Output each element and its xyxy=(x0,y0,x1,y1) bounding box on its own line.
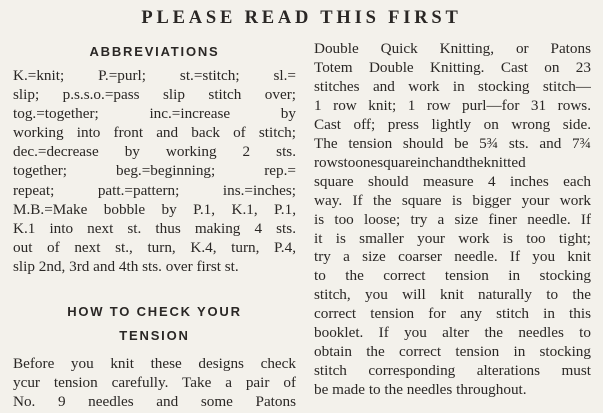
tension-line: correct tension for any stitch in this xyxy=(314,305,591,323)
abbreviations-text xyxy=(13,66,296,276)
abbreviations-line: slip; p.s.s.o.=pass slip stitch over; xyxy=(13,86,296,104)
tension-line: square should measure 4 inches each xyxy=(314,172,591,190)
tension-line: 1 row knit; 1 row purl—for 31 rows. xyxy=(314,96,591,114)
tension-line: booklet. If you alter the needles to xyxy=(314,324,591,342)
abbreviations-heading: ABBREVIATIONS xyxy=(89,44,220,59)
page-title: PLEASE READ THIS FIRST xyxy=(141,8,462,28)
right-column xyxy=(314,40,591,400)
tension-line: is too loose; try a size finer needle. If xyxy=(314,210,591,228)
tension-line: stitch corresponding alterations must xyxy=(314,362,591,380)
tension-line: Double Quick Knitting, or Patons xyxy=(314,40,591,57)
tension-line: Totem Double Knitting. Cast on 23 xyxy=(314,58,591,76)
tension-line: No. 9 needles and some Patons xyxy=(13,393,296,411)
tension-line: stitch, you will knit naturally to the xyxy=(314,286,591,304)
tension-heading-line: HOW TO CHECK YOUR xyxy=(67,304,242,320)
tension-line: rowstoonesquareinchandtheknitted xyxy=(314,153,526,171)
tension-text-start xyxy=(13,354,296,411)
tension-line: The tension should be 5¾ sts. and 7¾ xyxy=(314,134,591,152)
abbreviations-line: repeat; patt.=pattern; ins.=inches; xyxy=(13,181,296,199)
abbreviations-line: working into front and back of stitch; xyxy=(13,124,296,142)
tension-line: ycur tension carefully. Take a pair of xyxy=(13,374,296,392)
left-column xyxy=(13,42,296,411)
abbreviations-line: slip 2nd, 3rd and 4th sts. over first st. xyxy=(13,257,239,275)
tension-line: stitches and work in stocking stitch— xyxy=(314,77,591,95)
tension-line: be made to the needles throughout. xyxy=(314,381,527,399)
tension-line: try a size coarser needle. If you knit xyxy=(314,248,591,266)
abbreviations-line: M.B.=Make bobble by P.1, K.1, P.1, xyxy=(13,200,296,218)
abbreviations-line: K.=knit; P.=purl; st.=stitch; sl.= xyxy=(13,67,296,84)
tension-line: way. If the square is bigger your work xyxy=(314,191,591,209)
abbreviations-line: tog.=together; inc.=increase by xyxy=(13,105,296,123)
tension-line: Cast off; press lightly on wrong side. xyxy=(314,115,591,133)
tension-line: to the correct tension in stocking xyxy=(314,267,591,285)
tension-heading xyxy=(13,300,296,348)
tension-line: Before you knit these designs check xyxy=(13,355,296,373)
tension-line: it is smaller your work is too tight; xyxy=(314,229,591,247)
tension-line: obtain the correct tension in stocking xyxy=(314,343,591,361)
abbreviations-line: together; beg.=beginning; rep.= xyxy=(13,162,296,180)
tension-heading-line: TENSION xyxy=(119,328,190,344)
abbreviations-line: K.1 into next st. thus making 4 sts. xyxy=(13,219,296,237)
abbreviations-line: dec.=decrease by working 2 sts. xyxy=(13,143,296,161)
abbreviations-line: out of next st., turn, K.4, turn, P.4, xyxy=(13,238,296,256)
